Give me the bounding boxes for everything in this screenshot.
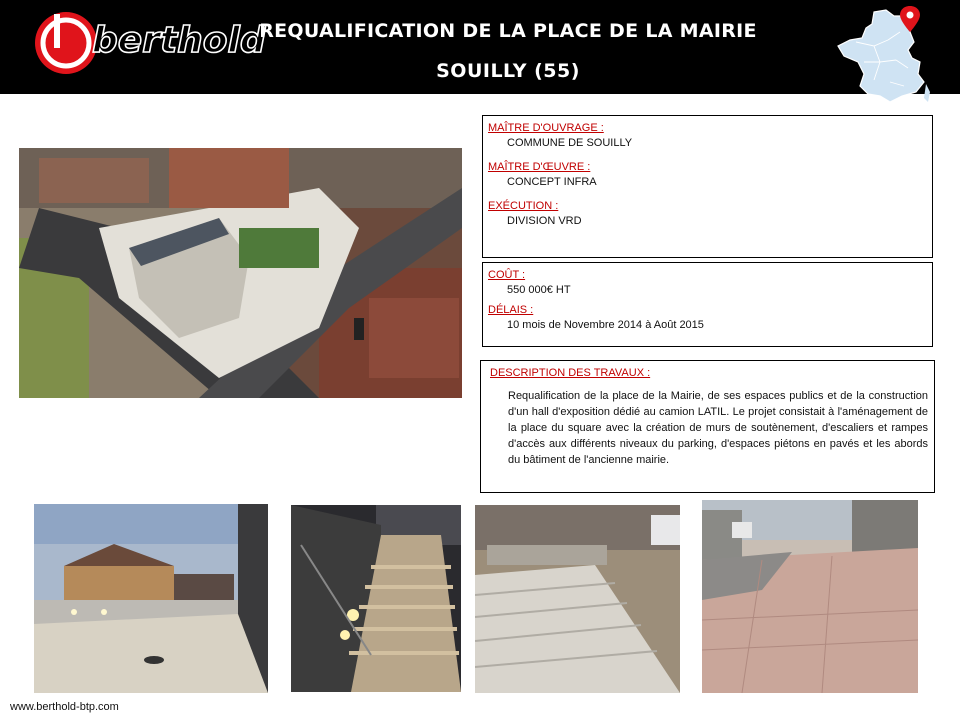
project-actors-box bbox=[482, 115, 933, 258]
delais-value: 10 mois de Novembre 2014 à Août 2015 bbox=[507, 319, 704, 331]
maitre-oeuvre-label: MAÎTRE D'ŒUVRE : bbox=[488, 161, 591, 173]
cost-delay-box bbox=[482, 262, 933, 347]
website-link[interactable]: www.berthold-btp.com bbox=[10, 701, 119, 713]
photo-concrete-steps bbox=[475, 505, 680, 693]
delais-label: DÉLAIS : bbox=[488, 304, 534, 316]
description-box bbox=[480, 360, 935, 493]
execution-value: DIVISION VRD bbox=[507, 215, 582, 227]
page-title: REQUALIFICATION DE LA PLACE DE LA MAIRIE bbox=[259, 20, 757, 42]
header-bar bbox=[0, 0, 960, 94]
photo-paving-works bbox=[702, 500, 918, 693]
page-subtitle: SOUILLY (55) bbox=[436, 60, 580, 82]
description-label: DESCRIPTION DES TRAVAUX : bbox=[490, 367, 651, 379]
description-text: Requalification de la place de la Mairie, de ses espaces publics et de la construction d'un hall d'exposition dédié au camion LATIL. Le projet consistait à l'aménagement de la place du square avec la création de murs de soutènement, d'escaliers et rampes d'accès aux différents niveaux du parking, d'espaces piétons en pavés et les abords du bâtiment de l'ancienne mairie. bbox=[508, 390, 928, 466]
cout-value: 550 000€ HT bbox=[507, 284, 571, 296]
aerial-photo bbox=[19, 148, 462, 398]
maitre-oeuvre-value: CONCEPT INFRA bbox=[507, 176, 597, 188]
photo-lit-staircase bbox=[291, 505, 461, 692]
maitre-ouvrage-label: MAÎTRE D'OUVRAGE : bbox=[488, 122, 604, 134]
france-map bbox=[834, 2, 934, 106]
photo-night-square bbox=[34, 504, 268, 693]
maitre-ouvrage-value: COMMUNE DE SOUILLY bbox=[507, 137, 633, 149]
berthold-logo[interactable] bbox=[30, 10, 266, 76]
logo-text: berthold bbox=[92, 20, 266, 61]
execution-label: EXÉCUTION : bbox=[488, 200, 559, 212]
cout-label: COÛT : bbox=[488, 269, 526, 281]
